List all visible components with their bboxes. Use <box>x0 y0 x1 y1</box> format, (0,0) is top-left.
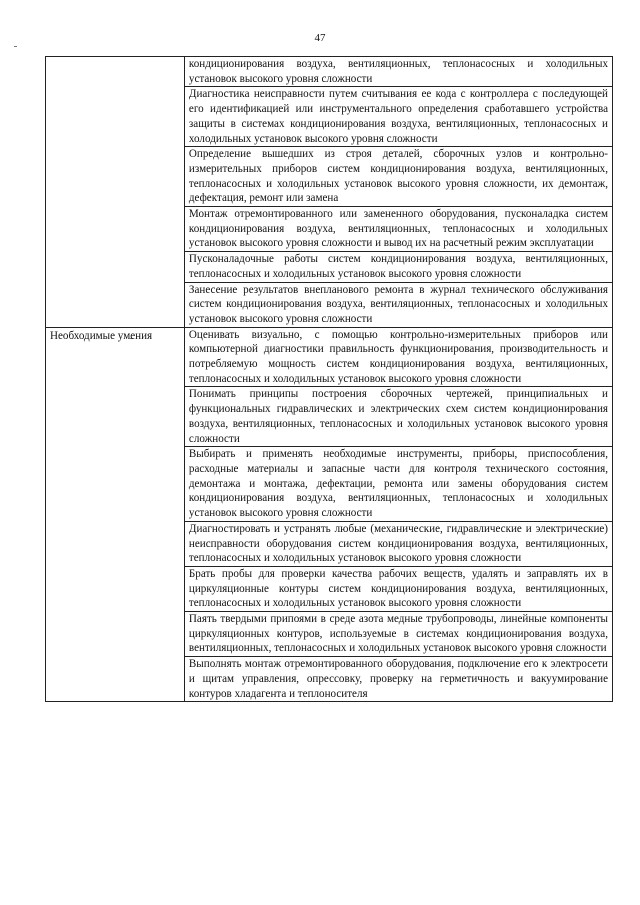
description-cell: Паять твердыми припоями в среде азота медные трубопроводы, линейные компоненты циркуляционных контуров, используемые в системах кондиционирования воздуха, вентиляционных, теплонасосных и холодильных установок высокого уровня сложности <box>184 612 612 657</box>
description-cell: Занесение результатов внепланового ремонта в журнал технического обслуживания систем кондиционирования воздуха, вентиляционных, теплонасосных и холодильных установок высокого уровня сложности <box>184 282 612 327</box>
competency-table <box>45 56 613 702</box>
description-cell: Брать пробы для проверки качества рабочих веществ, удалять и заправлять их в циркуляционные контуры систем кондиционирования воздуха, вентиляционных, теплонасосных и холодильных установок высокого уровня сложности <box>184 566 612 611</box>
description-cell: Определение вышедших из строя деталей, сборочных узлов и контрольно-измерительных приборов систем кондиционирования воздуха, вентиляционных, теплонасосных и холодильных установок высокого уровня сложности, их демонтаж, дефектация, ремонт или замена <box>184 147 612 207</box>
description-cell: Диагностировать и устранять любые (механические, гидравлические и электрические) неисправности оборудования систем кондиционирования воздуха, вентиляционных, теплонасосных и холодильных установок высокого уровня сложности <box>184 521 612 566</box>
description-cell: Выбирать и применять необходимые инструменты, приборы, приспособления, расходные материалы и запасные части для контроля технического состояния, демонтажа и монтажа, дефектации, ремонта или замены оборудования систем кондиционирования воздуха, вентиляционных, теплонасосных и холодильных установок высокого уровня сложности <box>184 447 612 522</box>
section-label-skills: Необходимые умения <box>50 329 153 342</box>
table-row <box>46 327 613 387</box>
label-cell <box>46 57 185 328</box>
table-row <box>46 57 613 87</box>
description-cell: Монтаж отремонтированного или замененного оборудования, пусконаладка систем кондиционирования воздуха, вентиляционных, теплонасосных и холодильных установок высокого уровня сложности и вывод их на расчетный режим эксплуатации <box>184 207 612 252</box>
description-cell: Оценивать визуально, с помощью контрольно-измерительных приборов или компьютерной диагностики правильность функционирования, производительность и потребляемую мощность систем кондиционирования воздуха, вентиляционных, теплонасосных и холодильных установок высокого уровня сложности <box>184 327 612 387</box>
description-cell: Выполнять монтаж отремонтированного оборудования, подключение его к электросети и щитам управления, опрессовку, проверку на герметичность и вакуумирование контуров хладагента и теплоносителя <box>184 657 612 702</box>
description-cell: Пусконаладочные работы систем кондиционирования воздуха, вентиляционных, теплонасосных и холодильных установок высокого уровня сложности <box>184 252 612 282</box>
margin-mark <box>14 46 17 47</box>
label-cell <box>46 327 185 702</box>
page-number: 47 <box>314 32 326 44</box>
description-cell: Понимать принципы построения сборочных чертежей, принципиальных и функциональных гидравлических и электрических схем систем кондиционирования воздуха, вентиляционных, теплонасосных и холодильных установок высокого уровня сложности <box>184 387 612 447</box>
description-cell: Диагностика неисправности путем считывания ее кода с контроллера с последующей его идентификацией или инструментального определения сработавшего устройства защиты в системах кондиционирования воздуха, вентиляционных, теплонасосных и холодильных установок высокого уровня сложности <box>184 87 612 147</box>
description-cell: кондиционирования воздуха, вентиляционных, теплонасосных и холодильных установок высокого уровня сложности <box>184 57 612 87</box>
row-label <box>50 57 180 58</box>
